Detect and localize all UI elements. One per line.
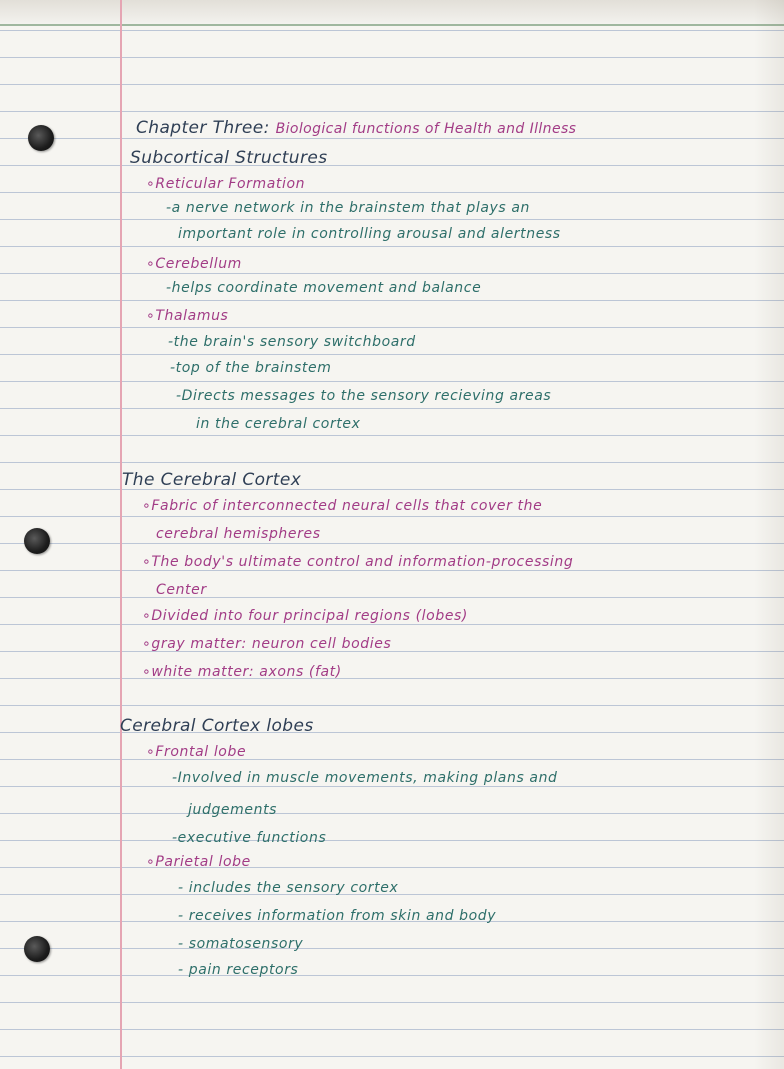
chapter-title-main: Chapter Three: [136, 118, 270, 138]
parietal-detail-2: - receives information from skin and body [178, 908, 497, 924]
frontal-detail-2: judgements [188, 802, 278, 818]
cortex-bullet-1-continued: cerebral hemispheres [156, 526, 321, 542]
bullet-reticular-formation: ∘Reticular Formation [146, 176, 306, 192]
parietal-detail-1: - includes the sensory cortex [178, 880, 399, 896]
page-right-edge-shadow [754, 0, 784, 1069]
frontal-detail-3: -executive functions [172, 830, 327, 846]
margin-line [120, 0, 122, 1069]
thalamus-detail-1: -the brain's sensory switchboard [168, 334, 416, 350]
punch-hole-middle [24, 528, 50, 554]
cortex-bullet-5: ∘white matter: axons (fat) [142, 664, 342, 680]
cortex-bullet-1: ∘Fabric of interconnected neural cells that cover the [142, 498, 543, 514]
chapter-title [136, 118, 576, 139]
bullet-thalamus: ∘Thalamus [146, 308, 229, 324]
chapter-title-subtitle: Biological functions of Health and Illness [275, 121, 577, 137]
parietal-detail-4: - pain receptors [178, 962, 299, 978]
parietal-detail-3: - somatosensory [178, 936, 304, 952]
reticular-detail-2: important role in controlling arousal and alertness [178, 226, 561, 242]
reticular-detail-1: -a nerve network in the brainstem that plays an [166, 200, 531, 216]
punch-hole-top [28, 125, 54, 151]
cortex-bullet-3: ∘Divided into four principal regions (lobes) [142, 608, 468, 624]
thalamus-detail-4: in the cerebral cortex [196, 416, 361, 432]
heading-cerebral-cortex-lobes: Cerebral Cortex lobes [120, 716, 314, 736]
cortex-bullet-4: ∘gray matter: neuron cell bodies [142, 636, 392, 652]
thalamus-detail-2: -top of the brainstem [170, 360, 332, 376]
heading-cerebral-cortex: The Cerebral Cortex [122, 470, 302, 490]
cortex-bullet-2: ∘The body's ultimate control and information-processing [142, 554, 574, 570]
cortex-bullet-2-continued: Center [156, 582, 207, 598]
frontal-detail-1: -Involved in muscle movements, making plans and [172, 770, 558, 786]
punch-hole-bottom [24, 936, 50, 962]
thalamus-detail-3: -Directs messages to the sensory recieving areas [176, 388, 552, 404]
bullet-parietal-lobe: ∘Parietal lobe [146, 854, 251, 870]
heading-subcortical-structures: Subcortical Structures [130, 148, 328, 168]
cerebellum-detail-1: -helps coordinate movement and balance [166, 280, 482, 296]
bullet-frontal-lobe: ∘Frontal lobe [146, 744, 247, 760]
bullet-cerebellum: ∘Cerebellum [146, 256, 242, 272]
page-top-edge [0, 0, 784, 26]
